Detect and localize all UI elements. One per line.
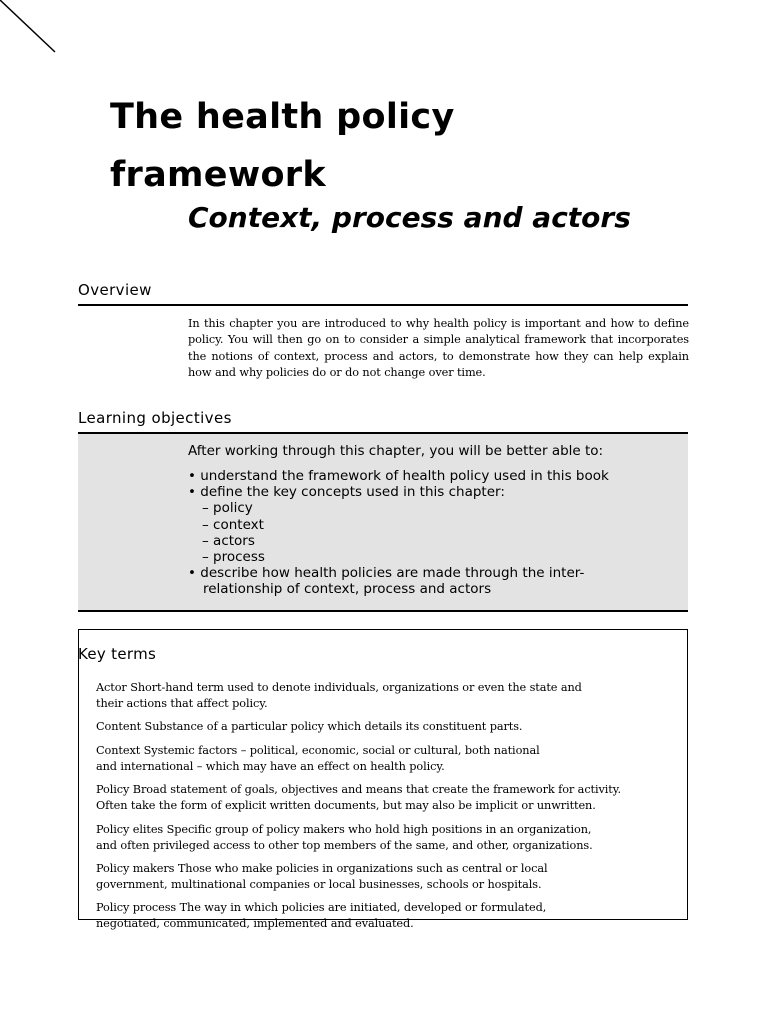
key-term-line: government, multinational companies or local businesses, schools or hospitals.	[96, 877, 542, 891]
key-term-context	[96, 743, 676, 774]
key-term-line: Policy Broad statement of goals, objectives and means that create the framework for activity.	[96, 783, 622, 796]
key-term-line: Policy process The way in which policies are initiated, developed or formulated,	[96, 901, 547, 914]
chapter-subtitle: Context, process and actors	[188, 201, 631, 234]
key-term-policy-process	[96, 900, 676, 931]
learning-objectives-list	[188, 468, 609, 598]
objective-item-continuation: relationship of context, process and actors	[203, 581, 492, 598]
overview-rule	[78, 304, 688, 306]
key-term-line: Content Substance of a particular policy which details its constituent parts.	[96, 720, 523, 733]
objective-item: • understand the framework of health policy used in this book	[188, 468, 609, 484]
key-term-content	[96, 719, 676, 735]
key-term-actor	[96, 680, 676, 711]
key-term-policy-elites	[96, 822, 676, 853]
key-term-policy-makers	[96, 861, 676, 892]
key-term-line: negotiated, communicated, implemented and evaluated.	[96, 916, 414, 930]
key-term-line: their actions that affect policy.	[96, 696, 268, 710]
key-terms-heading: Key terms	[78, 645, 157, 663]
objective-subitem: – process	[202, 549, 265, 566]
chapter-title-line1: The health policy	[110, 97, 455, 137]
objective-subitem: – actors	[202, 532, 255, 549]
key-term-line: Context Systemic factors – political, economic, social or cultural, both national	[96, 744, 540, 757]
chapter-title-line2: framework	[110, 155, 326, 195]
learning-objectives-intro: After working through this chapter, you will be better able to:	[188, 443, 604, 459]
corner-crop-mark	[0, 0, 60, 56]
learning-objectives-heading: Learning objectives	[78, 409, 232, 427]
objective-subitem: – context	[202, 516, 264, 533]
key-term-line: and often privileged access to other top members of the same, and other, organizations.	[96, 838, 593, 852]
overview-heading: Overview	[78, 281, 152, 299]
objective-subitem: – policy	[202, 500, 253, 517]
objective-item: • describe how health policies are made through the inter-	[188, 565, 585, 582]
chapter-title	[110, 88, 455, 204]
key-term-line: Often take the form of explicit written documents, but may also be implicit or unwritten.	[96, 798, 596, 812]
key-term-line: Policy makers Those who make policies in organizations such as central or local	[96, 862, 548, 875]
learning-objectives-box	[78, 434, 688, 612]
key-term-line: Actor Short-hand term used to denote individuals, organizations or even the state and	[96, 681, 582, 694]
key-term-line: Policy elites Specific group of policy makers who hold high positions in an organization,	[96, 823, 592, 836]
overview-text: In this chapter you are introduced to why health policy is important and how to define policy. You will then go on to consider a simple analytical framework that incorporates the notions of context, process and actors, to demonstrate how they can help explain how and why policies do or do not change over time.	[188, 317, 689, 379]
objective-item: • define the key concepts used in this chapter:	[188, 484, 505, 501]
key-term-policy	[96, 782, 676, 813]
key-term-line: and international – which may have an effect on health policy.	[96, 759, 445, 773]
